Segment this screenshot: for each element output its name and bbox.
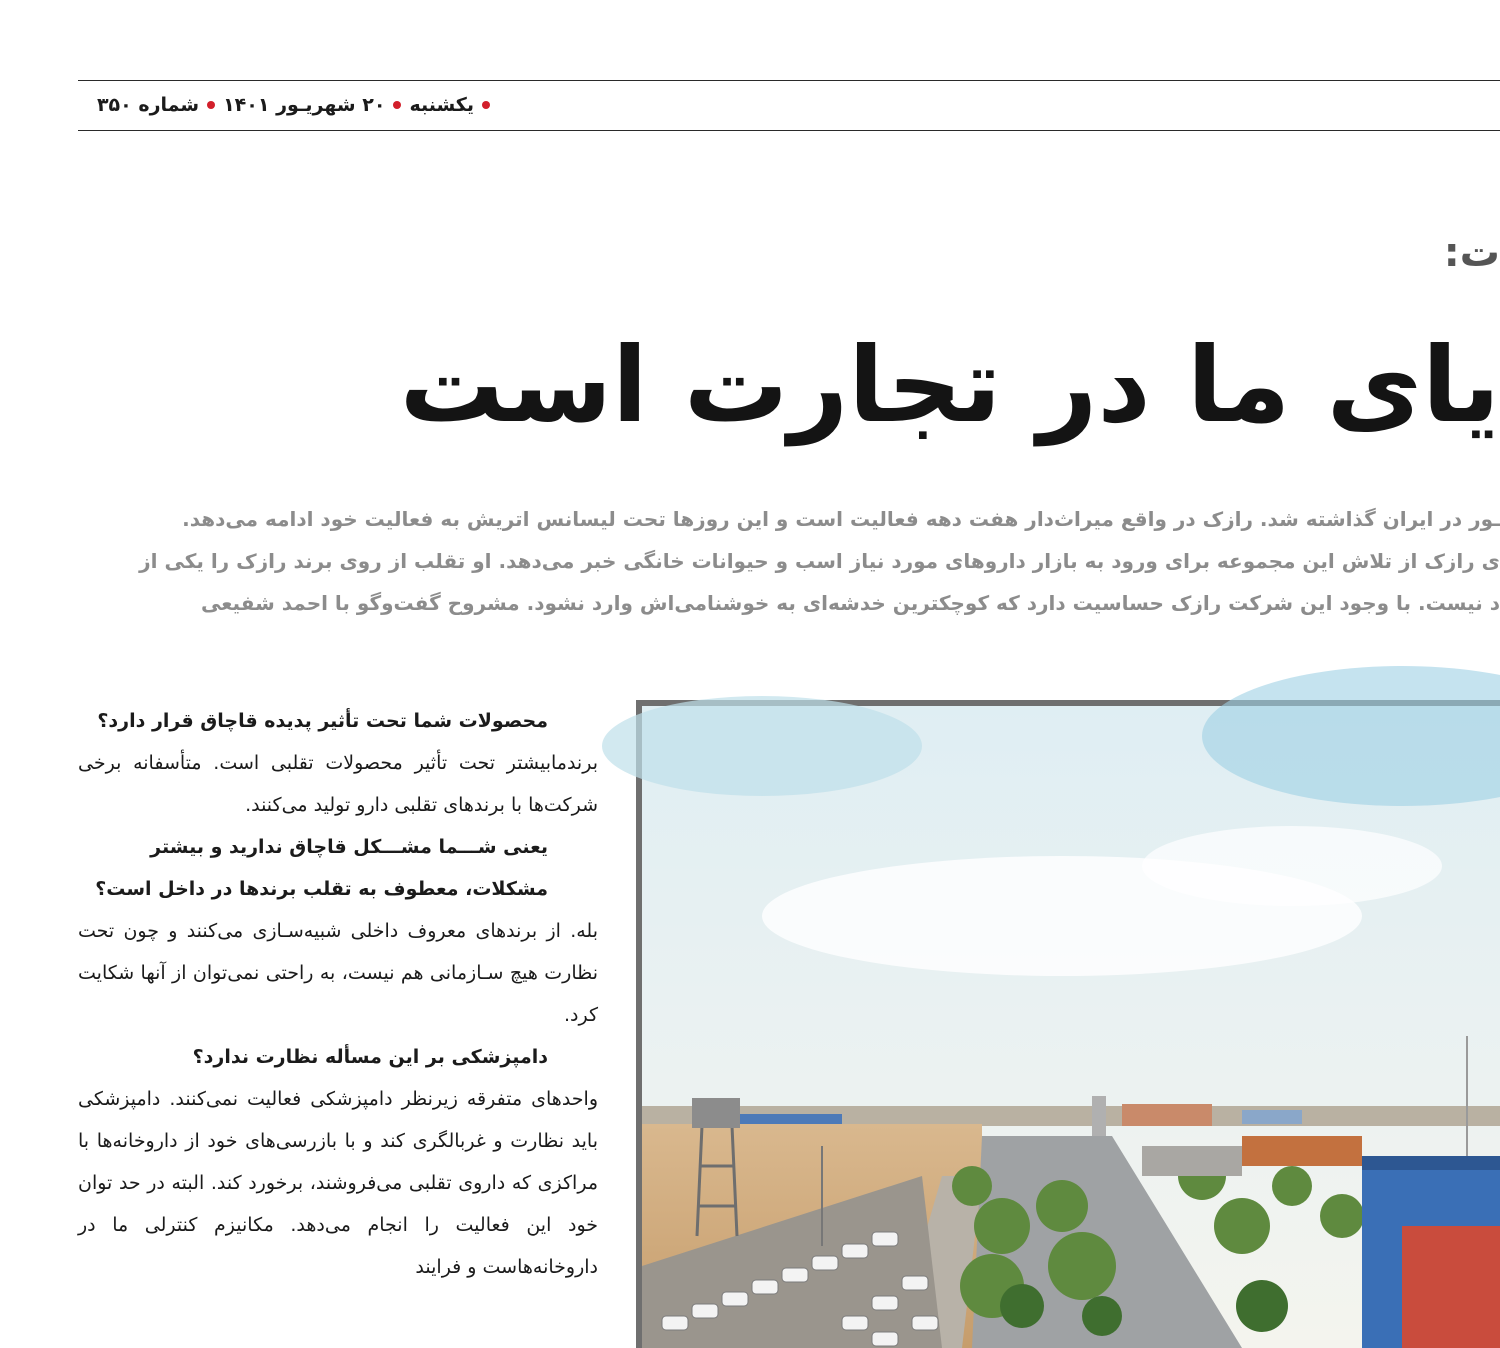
interview-question: یعنی شـــما مشـــکل قاچاق ندارید و بیشتر مشکلات، معطوف به تقلب برندها در داخل است؟ [95,836,548,900]
lead-line: د نیست. با وجود این شرکت رازک حساسیت دارد که کوچکترین خدشه‌ای به خوشنامی‌اش وارد نشود. مشروح گفت‌وگو با احمد شفیعی [201,591,1500,615]
factory-photo-illustration [642,706,1500,1348]
bottom-rule [78,130,1500,131]
factory-aerial-photo [636,700,1500,1348]
article-headline: یای ما در تجارت است [399,324,1500,446]
dateline-day: یکشنبه [409,94,474,116]
interview-question: محصولات شما تحت تأثیر پدیده قاچاق قرار دارد؟ [97,710,548,732]
bullet-dot-icon [482,101,490,109]
interview-answer: واحدهای متفرقه زیرنظر دامپزشکی فعالیت نمی‌کنند. دامپزشکی باید نظارت و غربالگری کند و با بازرسی‌های خود از داروخانه‌ها با مراکزی که داروی تقلبی می‌فروشند، برخورد کند. البته در حد توان خود این فعالیت را انجام می‌دهد. مکانیزم کنترلی ما در داروخانه‌هاست و فرایند [78,1088,598,1278]
headline-kicker: ت: [1443,230,1500,276]
lead-line: ـور در ایران گذاشته شد. رازک در واقع میراث‌دار هفت دهه فعالیت است و این روزها تحت لیسانس اتریش به فعالیت خود ادامه می‌دهد. [182,507,1500,531]
interview-column [78,700,598,1288]
top-rule [78,80,1500,81]
bullet-dot-icon [393,101,401,109]
interview-answer: بله. از برندهای معروف داخلی شبیه‌سـازی می‌کنند و چون تحت نظارت هیچ سـازمانی هم نیست، به راحتی نمی‌توان از آنها شکایت کرد. [78,920,598,1026]
bullet-dot-icon [207,101,215,109]
lead-line: ی رازک از تلاش این مجموعه برای ورود به بازار داروهای مورد نیاز اسب و حیوانات خانگی خبر می‌دهد. او تقلب از روی برند رازک را یکی از [139,549,1500,573]
dateline-issue: شماره ۳۵۰ [96,94,200,116]
dateline [78,88,490,122]
dateline-date: ۲۰ شهریـور ۱۴۰۱ [223,94,386,116]
interview-answer: برندمابیشتر تحت تأثیر محصولات تقلبی است. متأسفانه برخی شرکت‌ها با برندهای تقلبی دارو تولید می‌کنند. [78,752,598,816]
article-lead [80,498,1500,624]
interview-question: دامپزشکی بر این مسأله نظارت ندارد؟ [192,1046,548,1068]
